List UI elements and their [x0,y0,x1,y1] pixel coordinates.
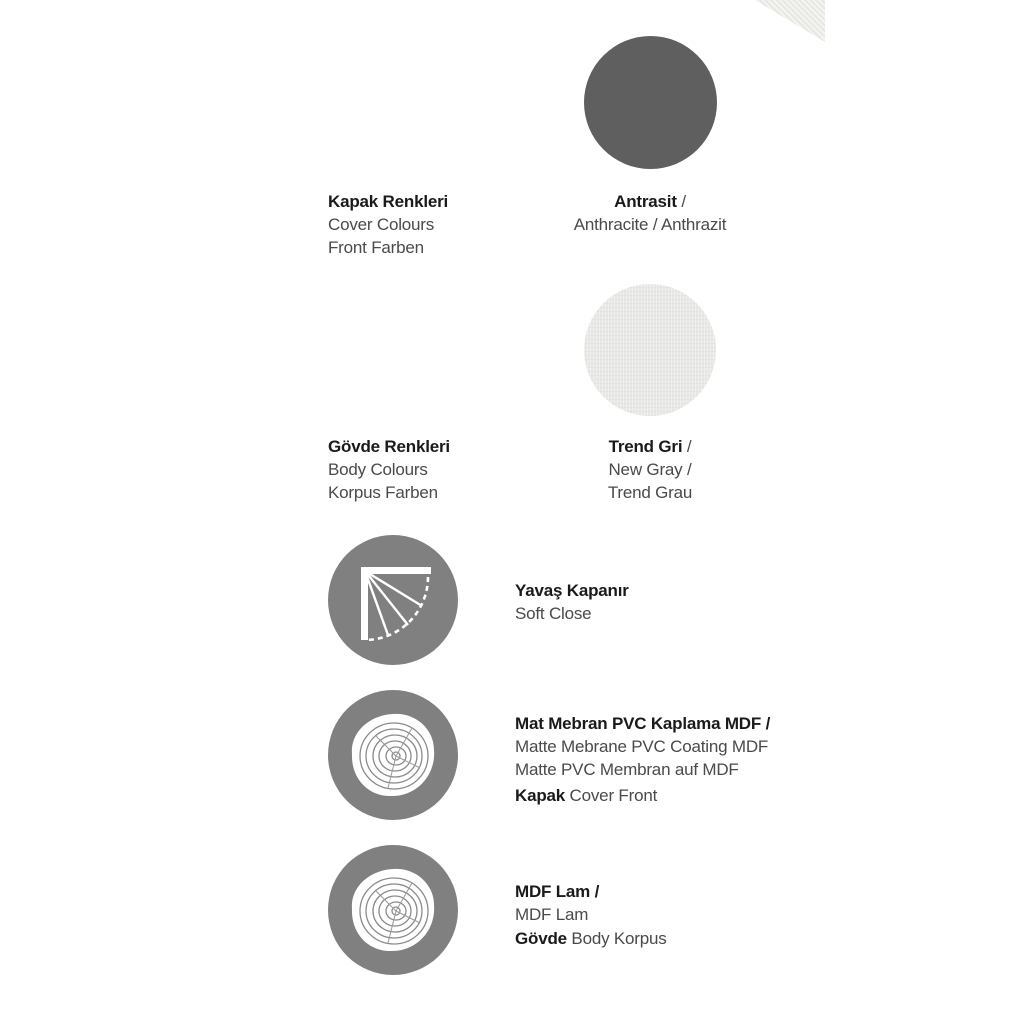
pvc-mdf-en: Matte Mebrane PVC Coating MDF [515,737,769,756]
cover-colours-de: Front Farben [328,238,424,257]
mdf-lam-title: MDF Lam / [515,882,600,901]
pvc-mdf-text [515,712,770,807]
soft-close-icon [328,535,458,665]
pvc-mdf-title: Mat Mebran PVC Kaplama MDF / [515,714,771,733]
body-colours-en: Body Colours [328,460,428,479]
pvc-mdf-part-rest: Cover Front [565,786,658,805]
corner-texture [755,0,825,42]
cover-colours-label [328,190,448,259]
anthracite-name: Antrasit [614,192,677,211]
cover-colours-en: Cover Colours [328,215,435,234]
soft-close-glyph [328,535,458,665]
soft-close-text [515,579,629,625]
body-colours-de: Korpus Farben [328,483,438,502]
mdf-lam-part-rest: Body Korpus [566,929,667,948]
trend-gray-slash: / [682,437,692,456]
trend-gray-de: Trend Grau [607,483,693,502]
trend-gray-en: New Gray / [608,460,692,479]
mdf-lam-sub: MDF Lam [515,905,589,924]
wood-rings-glyph [328,845,458,975]
wood-rings-glyph [328,690,458,820]
body-colours-heading: Gövde Renkleri [328,437,450,456]
body-colours-label [328,435,450,504]
anthracite-label [530,190,770,236]
pvc-mdf-de: Matte PVC Membran auf MDF [515,760,739,779]
wood-rings-icon [328,845,458,975]
trend-gray-label [530,435,770,504]
pvc-mdf-part: Kapak [515,786,566,805]
trend-gray-swatch [584,284,716,416]
cover-colours-heading: Kapak Renkleri [328,192,449,211]
mdf-lam-part: Gövde [515,929,567,948]
anthracite-slash: / [676,192,686,211]
soft-close-sub: Soft Close [515,604,592,623]
wood-rings-icon [328,690,458,820]
trend-gray-name: Trend Gri [608,437,683,456]
anthracite-swatch [584,36,717,169]
soft-close-title: Yavaş Kapanır [515,581,629,600]
anthracite-translations: Anthracite / Anthrazit [573,215,727,234]
mdf-lam-text [515,880,667,950]
